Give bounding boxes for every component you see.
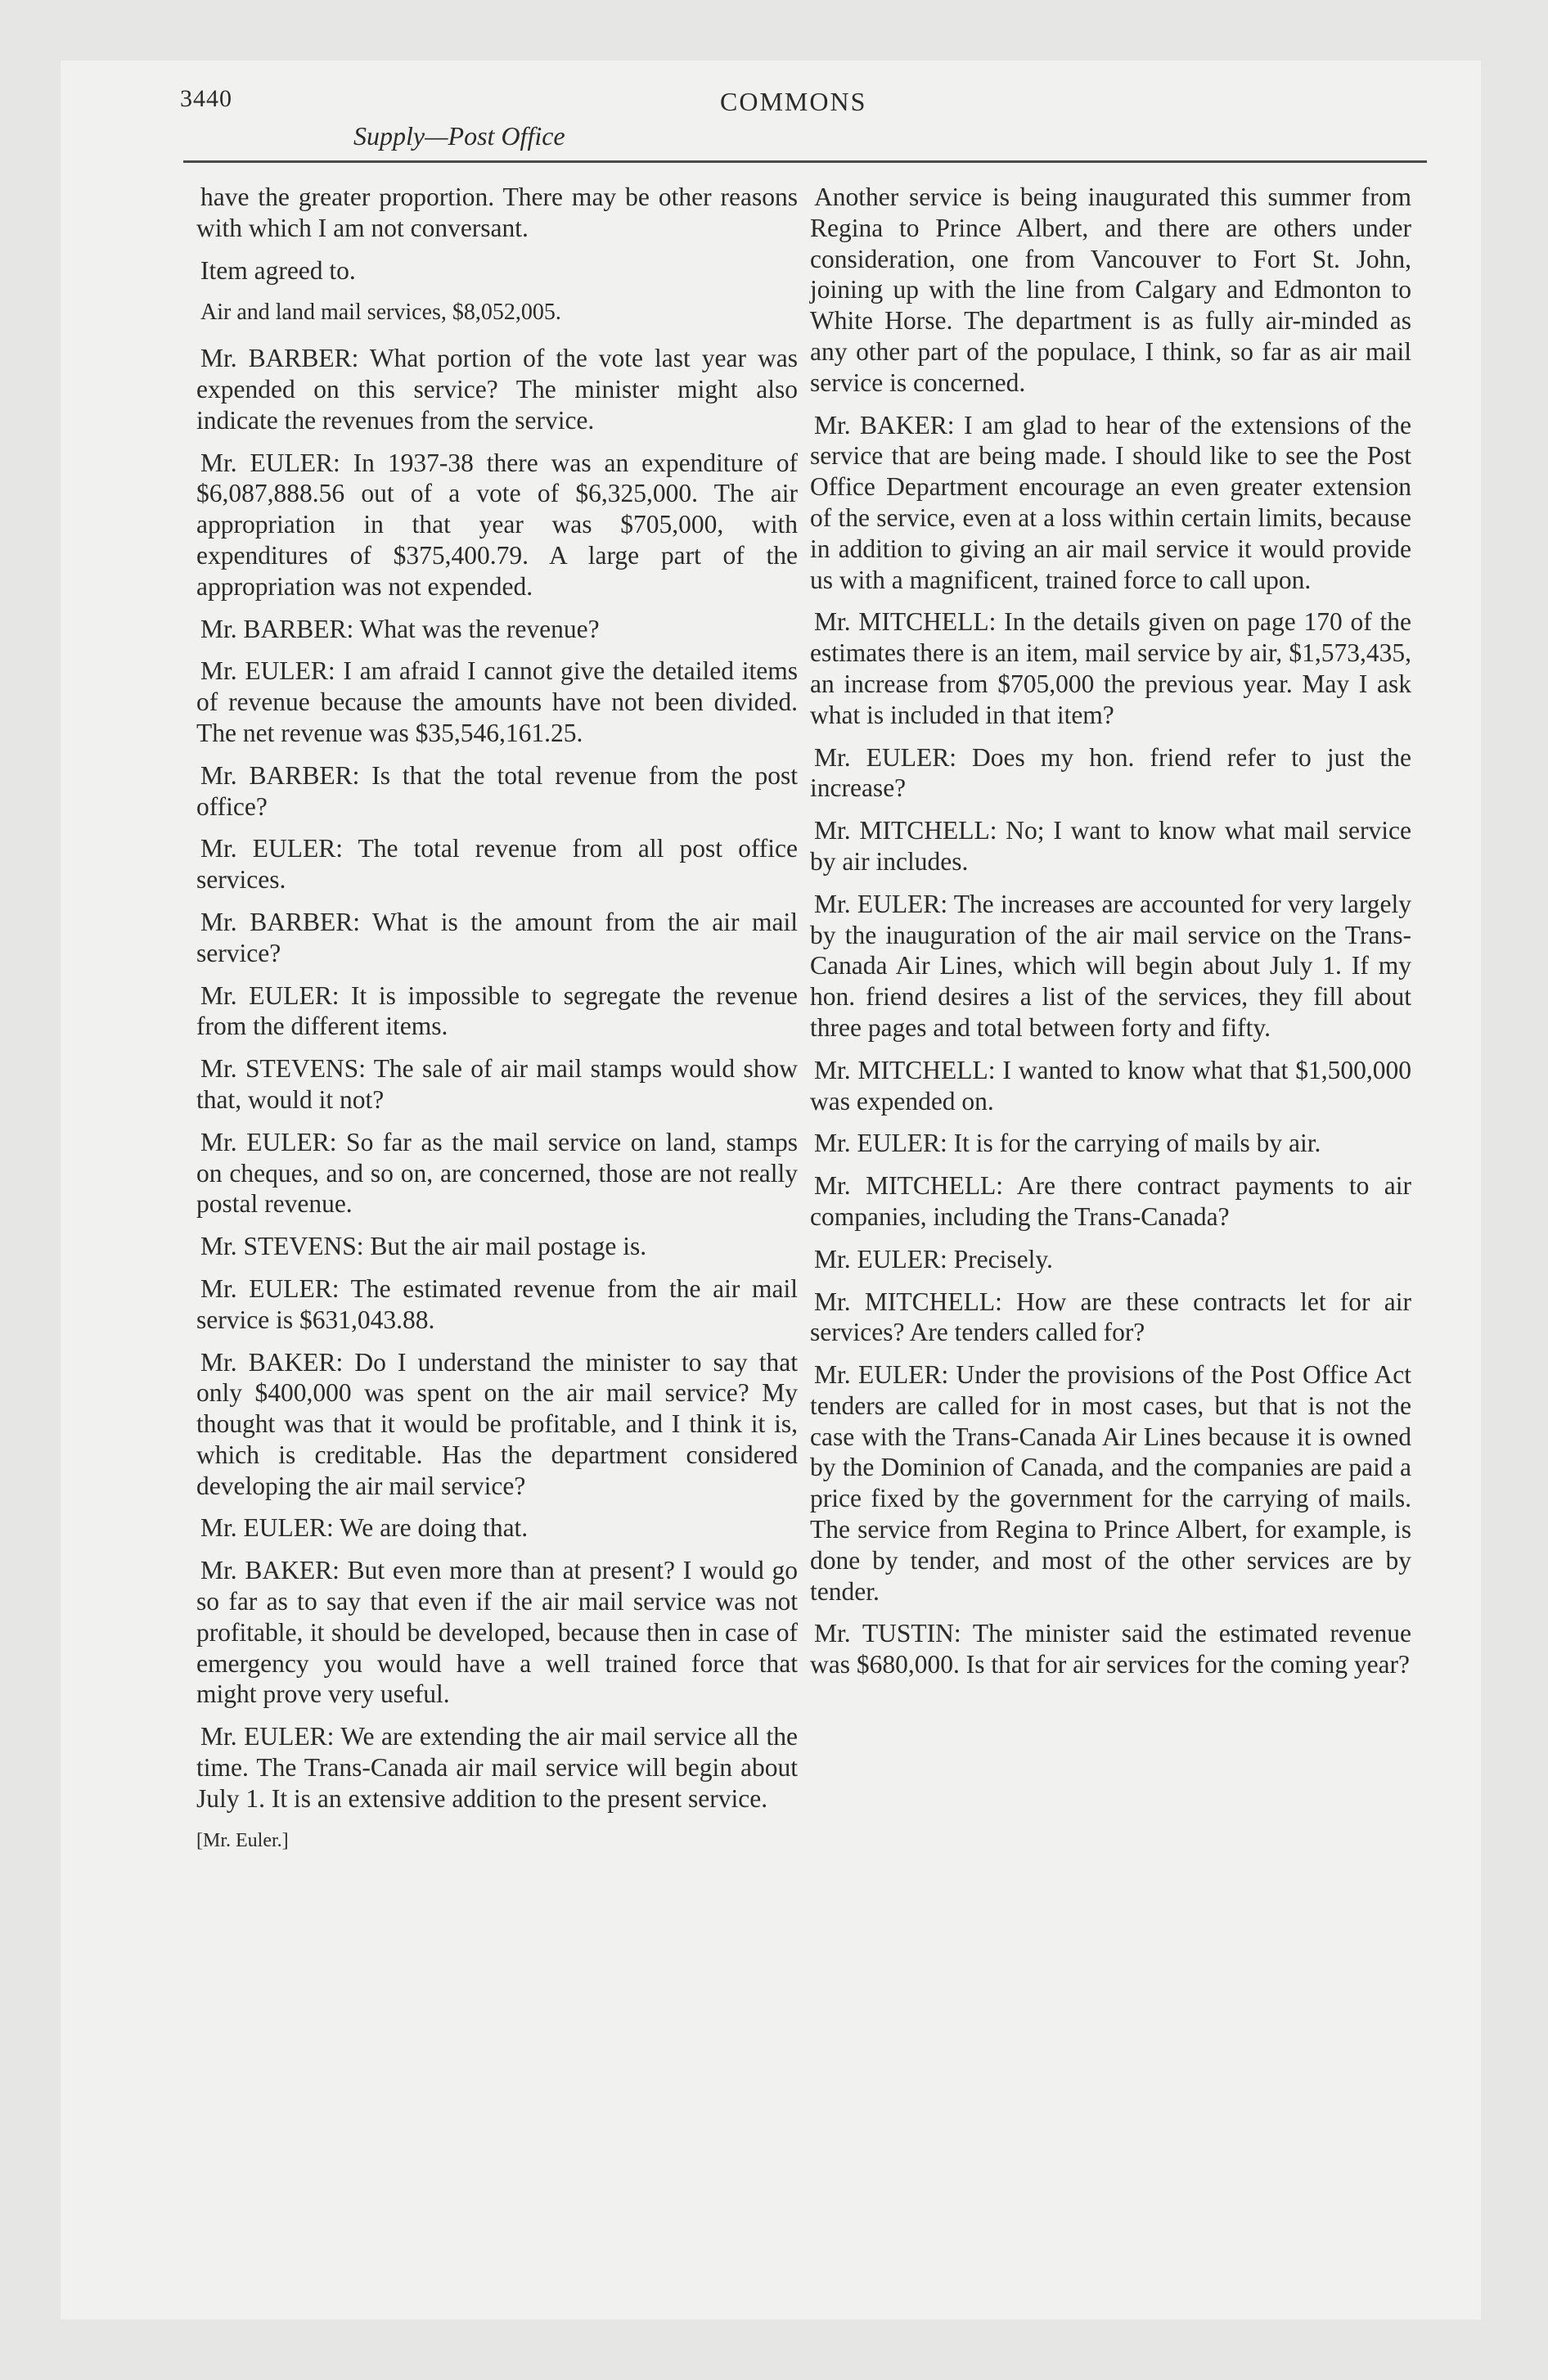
paragraph: Mr. EULER: We are extending the air mail service all the time. The Trans-Canada air mail service will begin about July 1. It is an extensive addition to the present service. [196,1722,798,1813]
paragraph: Mr. MITCHELL: In the details given on page 170 of the estimates there is an item, mail service by air, $1,573,435, an increase from $705,000 the previous year. May I ask what is included in that item? [810,607,1411,729]
running-title: Supply—Post Office [353,121,565,151]
paragraph: Mr. BAKER: I am glad to hear of the extensions of the service that are being made. I should like to see the Post Office Department encourage an even greater extension of the service, even at a loss within certain limits, because in addition to giving an air mail service it would provide us with a magnificent, trained force to call upon. [810,410,1411,594]
header-rule [183,160,1427,163]
speaker-attribution: [Mr. Euler.] [196,1829,289,1851]
paragraph: Mr. EULER: The total revenue from all post office services. [196,834,798,895]
paragraph: Mr. MITCHELL: I wanted to know what that $1,500,000 was expended on. [810,1055,1411,1116]
paragraph: Mr. EULER: The increases are accounted for very largely by the inauguration of the air mail service on the Trans-Canada Air Lines, which will begin about July 1. If my hon. friend desires a list of the services, they fill about three pages and total between forty and fifty. [810,889,1411,1042]
paragraph: Mr. STEVENS: But the air mail postage is. [200,1232,647,1261]
paragraph: Mr. MITCHELL: No; I want to know what mail service by air includes. [810,816,1411,876]
paragraph: Mr. BARBER: What is the amount from the air mail service? [196,907,798,967]
paragraph: Mr. BARBER: What was the revenue? [200,614,600,643]
page-number: 3440 [180,85,232,112]
paragraph: Mr. STEVENS: The sale of air mail stamps would show that, would it not? [196,1054,798,1114]
paragraph: Mr. EULER: Precisely. [814,1244,1053,1273]
paragraph: Mr. EULER: It is for the carrying of mails by air. [814,1129,1321,1158]
paragraph: Mr. MITCHELL: How are these contracts let for air services? Are tenders called for? [810,1287,1411,1347]
page-header [119,85,1415,164]
paragraph: Mr. EULER: Under the provisions of the Post Office Act tenders are called for in most cases, but that is not the case with the Trans-Canada Air Lines because it is owned by the Dominion of Canada, and the companies are paid a price fixed by the government for the carrying of mails. The service from Regina to Prince Albert, for example, is done by tender, and most of the other services are by tender. [810,1360,1411,1606]
paragraph: Mr. BARBER: Is that the total revenue from the post office? [196,760,798,821]
left-column [196,182,798,1868]
estimate-item: Air and land mail services, $8,052,005. [200,300,561,326]
paragraph: Mr. EULER: The estimated revenue from the air mail service is $631,043.88. [196,1273,798,1334]
paragraph: Mr. BARBER: What portion of the vote last year was expended on this service? The minister might also indicate the revenues from the service. [196,344,798,435]
paragraph: Mr. MITCHELL: Are there contract payments to air companies, including the Trans-Canada? [810,1171,1411,1231]
paragraph: Mr. TUSTIN: The minister said the estimated revenue was $680,000. Is that for air services for the coming year? [810,1619,1411,1679]
section-title: COMMONS [720,87,867,116]
paragraph: Mr. EULER: So far as the mail service on land, stamps on cheques, and so on, are concerned, those are not really postal revenue. [196,1127,798,1219]
paragraph: have the greater proportion. There may be other reasons with which I am not conversant. [196,183,798,242]
paragraph: Mr. EULER: It is impossible to segregate the revenue from the different items. [196,980,798,1041]
paragraph: Mr. EULER: Does my hon. friend refer to just the increase? [810,742,1411,803]
paragraph: Mr. BAKER: But even more than at present? I would go so far as to say that even if the air mail service was not profitable, it should be developed, because then in case of emergency you would have a well trained force that might prove very useful. [196,1556,798,1709]
paragraph: Mr. EULER: In 1937-38 there was an expenditure of $6,087,888.56 out of a vote of $6,325,000. The air appropriation in that year was $705,000, with expenditures of $375,400.79. A large part of the appropriation was not expended. [196,448,798,601]
right-column [810,182,1411,1692]
paragraph: Item agreed to. [200,255,356,285]
paragraph: Mr. BAKER: Do I understand the minister to say that only $400,000 was spent on the air mail service? My thought was that it would be profitable, and I think it is, which is creditable. Has the department considered developing the air mail service? [196,1347,798,1500]
paragraph: Mr. EULER: I am afraid I cannot give the detailed items of revenue because the amounts have not been divided. The net revenue was $35,546,161.25. [196,656,798,747]
paragraph: Mr. EULER: We are doing that. [200,1513,529,1543]
paragraph: Another service is being inaugurated this summer from Regina to Prince Albert, and there are others under consideration, one from Vancouver to Fort St. John, joining up with the line from Calgary and Edmonton to White Horse. The department is as fully air-minded as any other part of the populace, I think, so far as air mail service is concerned. [810,183,1411,397]
